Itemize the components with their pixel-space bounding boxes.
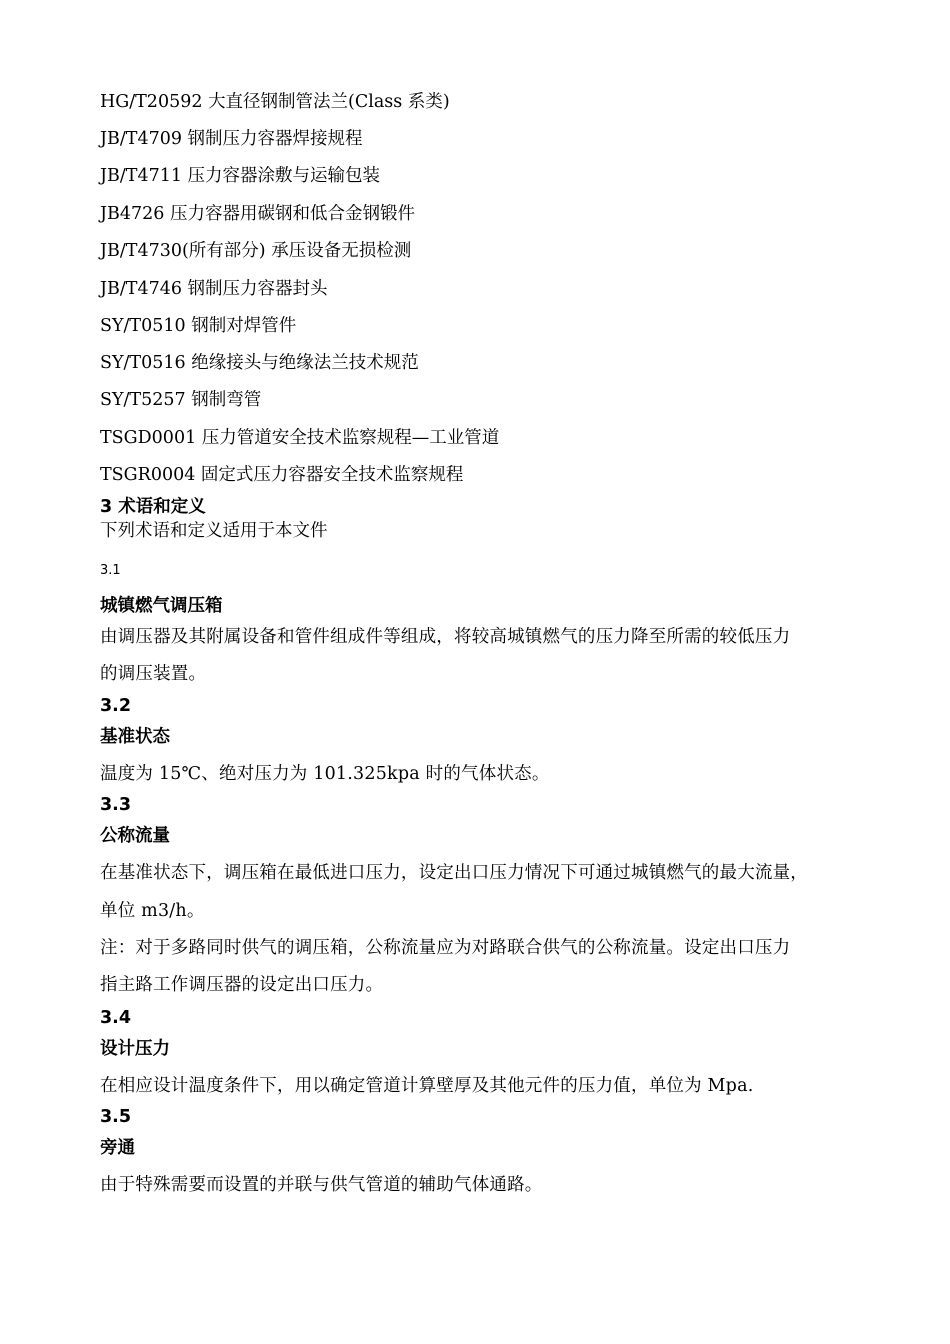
term-title: 设计压力: [100, 1039, 170, 1059]
term-number: 3.1: [100, 563, 121, 578]
term-number: 3.4: [100, 1008, 132, 1028]
term-title: 基准状态: [100, 727, 170, 747]
standard-item: SY/T5257 钢制弯管: [100, 390, 262, 410]
term-definition: 的调压装置。: [100, 664, 207, 684]
term-title: 城镇燃气调压箱: [100, 596, 223, 616]
section-heading: 3 术语和定义: [100, 497, 206, 517]
standard-item: SY/T0516 绝缘接头与绝缘法兰技术规范: [100, 353, 419, 373]
standard-item: JB/T4730(所有部分) 承压设备无损检测: [100, 241, 412, 261]
term-definition: 温度为 15℃、绝对压力为 101.325kpa 时的气体状态。: [100, 764, 550, 784]
term-definition: 在基准状态下，调压箱在最低进口压力，设定出口压力情况下可通过城镇燃气的最大流量，: [100, 863, 808, 883]
standard-item: HG/T20592 大直径钢制管法兰(Class 系类): [100, 92, 450, 112]
section-intro: 下列术语和定义适用于本文件: [100, 521, 328, 541]
term-number: 3.5: [100, 1107, 132, 1127]
term-number: 3.3: [100, 795, 132, 815]
term-title: 旁通: [100, 1138, 135, 1158]
term-definition: 由调压器及其附属设备和管件组成件等组成，将较高城镇燃气的压力降至所需的较低压力: [100, 627, 791, 647]
standard-item: JB/T4709 钢制压力容器焊接规程: [100, 129, 363, 149]
term-definition: 由于特殊需要而设置的并联与供气管道的辅助气体通路。: [100, 1175, 543, 1195]
term-note: 注：对于多路同时供气的调压箱，公称流量应为对路联合供气的公称流量。设定出口压力: [100, 938, 791, 958]
term-number: 3.2: [100, 696, 132, 716]
term-definition: 在相应设计温度条件下，用以确定管道计算壁厚及其他元件的压力值，单位为 Mpa.: [100, 1076, 754, 1096]
term-title: 公称流量: [100, 826, 170, 846]
standard-item: TSGD0001 压力管道安全技术监察规程—工业管道: [100, 428, 500, 448]
standard-item: SY/T0510 钢制对焊管件: [100, 316, 297, 336]
standard-item: JB4726 压力容器用碳钢和低合金钢锻件: [100, 204, 415, 224]
term-note: 指主路工作调压器的设定出口压力。: [100, 975, 384, 995]
standard-item: JB/T4746 钢制压力容器封头: [100, 279, 328, 299]
standard-item: JB/T4711 压力容器涂敷与运输包装: [100, 166, 381, 186]
standard-item: TSGR0004 固定式压力容器安全技术监察规程: [100, 465, 464, 485]
term-definition: 单位 m3/h。: [100, 901, 205, 921]
